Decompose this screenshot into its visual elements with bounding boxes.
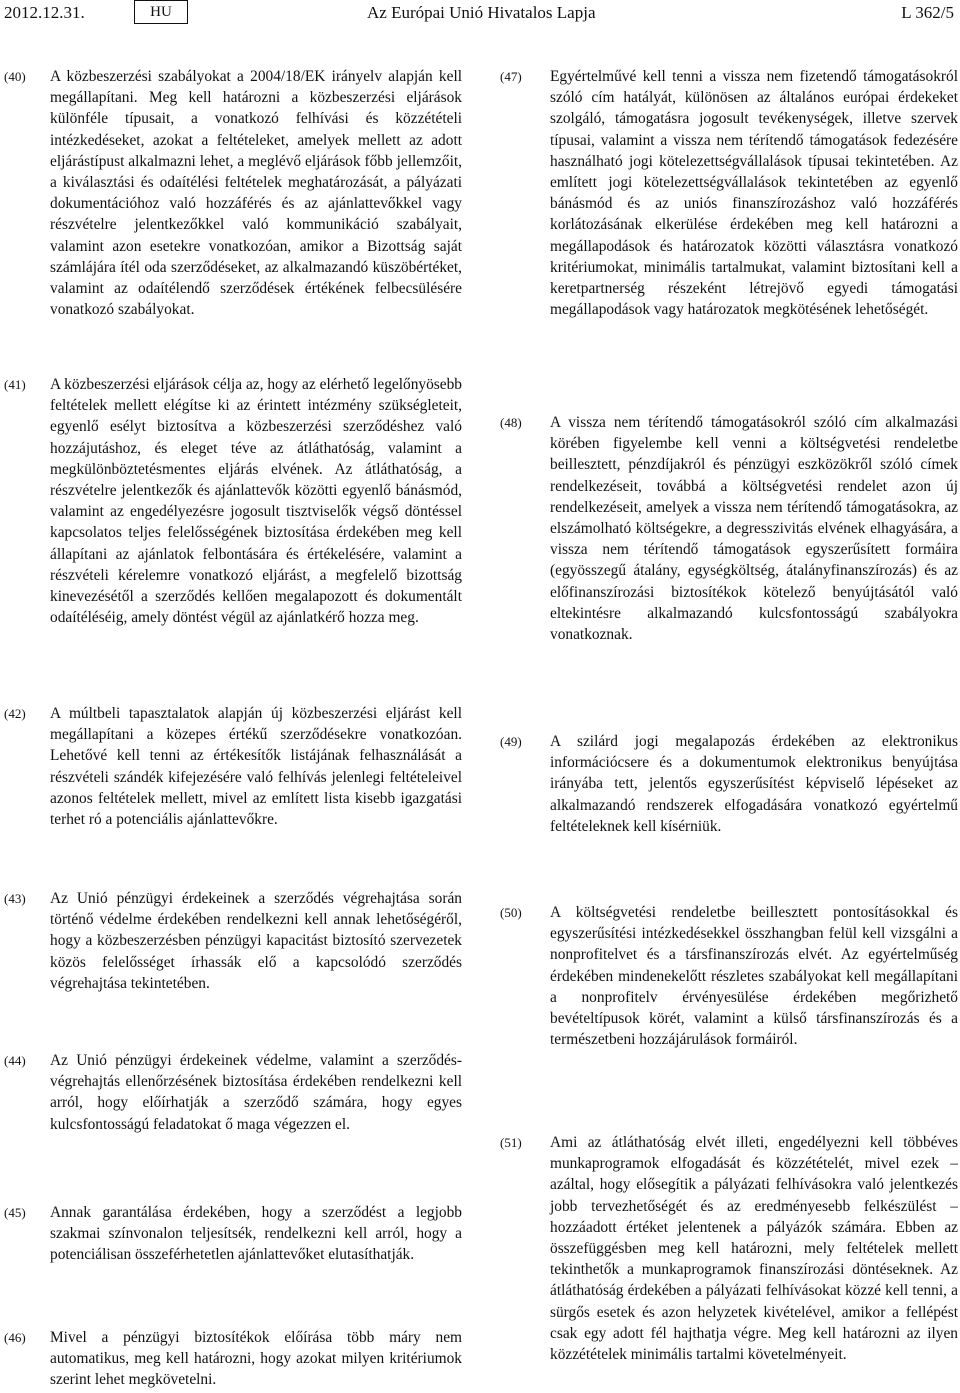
recital-text: A közbeszerzési eljárások célja az, hogy az elérhető legelőnyösebb feltételek mellett elégítse ki az érintett intézmény szükségleteit, egyenlő esélyt biztosítva a közbeszerzési szerződéshez való hozzájutáshoz, és eleget téve az átláthatóság, valamint a megkülönböztetésmentes eljárás elvének. Az átláthatóság, a részvételre jelentkezők és ajánlattevők közötti egyenlő bánásmód, valamint az engedélyezésre jogosult tisztviselők végső döntéssel kapcsolatos teljes felelősségének biztosítása érdekében meg kell állapítani az ajánlatok felbontására és értékelésére, valamint a részvételi kérelemre vonatkozó eljárást, a megfelelő bizottság kinevezésétől a szerződés kellően megalapozott és dokumentált odaítéléséig, amely döntést végül az ajánlatkérő hozza meg. <box>50 376 462 627</box>
recital-number: (50) <box>500 905 522 920</box>
recital-number: (48) <box>500 415 522 430</box>
recital-text: Annak garantálása érdekében, hogy a szerződést a legjobb szakmai színvonalon teljesítsék, rendelkezni kell arról, hogy a potenciálisan összeférhetetlen ajánlattevőket elutasíthatják. <box>50 1204 462 1264</box>
recital-number: (40) <box>4 69 26 84</box>
recital-number: (47) <box>500 69 522 84</box>
recital-number: (43) <box>4 891 26 906</box>
recital-number: (46) <box>4 1330 26 1345</box>
recital-text: A vissza nem térítendő támogatásokról szóló cím alkalmazási körében figyelembe kell venni a költségvetési rendeletbe beillesztett, pénzdíjakról és pénzügyi eszközökről szóló címek rendelkezéseit, továbbá a költségvetési rendelet azon új rendelkezéseit, amelyek a vissza nem térítendő támogatásokra, az elszámolható költségekre, a degresszivitás elvének elhagyására, a vissza nem térítendő támogatások egyszerűsített formáira (egyösszegű átalány, egységköltség, átalányfinanszírozás) és az előfinanszírozási biztosítékok kötelező benyújtásától való eltekintésre alkalmazandó kulcsfontosságú szabályokra vonatkoznak. <box>550 414 958 644</box>
recital-number: (45) <box>4 1205 26 1220</box>
recital-text: A közbeszerzési szabályokat a 2004/18/EK irányelv alapján kell megállapítani. Meg kell határozni a közbeszerzési eljárások különféle típusait, a vonatkozó felhívási és közzétételi intézkedéseket, azokat a feltételeket, amelyek mellett az adott eljárástípust alkalmazni lehet, a meglévő eljárások főbb jellemzőit, a kiválasztási és odaítélési feltételek meghatározását, a pályázati dokumentációhoz való hozzáférés és az ajánlattevőkkel vagy részvételre jelentkezőkkel való kommunikáció szabályait, valamint azon esetekre vonatkozóan, amikor a Bizottság saját számlájára ítél oda szerződéseket, az alkalmazandó küszöbértéket, valamint az odaítélendő szerződések értékének felbecsülésére vonatkozó szabályokat. <box>50 68 462 319</box>
recital-number: (44) <box>4 1053 26 1068</box>
recital-number: (51) <box>500 1135 522 1150</box>
language-code-box: HU <box>134 0 188 24</box>
page-reference: L 362/5 <box>901 3 954 22</box>
recital-number: (49) <box>500 734 522 749</box>
recital-text: Mivel a pénzügyi biztosítékok előírása több máry nem automatikus, meg kell határozni, hogy azokat milyen kritériumok szerint lehet megkövetelni. <box>50 1329 462 1389</box>
recital-text: Az Unió pénzügyi érdekeinek védelme, valamint a szerződés-végrehajtás ellenőrzésének biztosítása érdekében rendelkezni kell arról, hogy előírhatják a szerződő számára, hogy egyes kulcsfontosságú feladatokat ő maga végezzen el. <box>50 1052 462 1133</box>
recital-text: A szilárd jogi megalapozás érdekében az elektronikus információcsere és a dokumentumok elektronikus benyújtása irányába tett, jelentős egyszerűsítést képviselő lépéseket az alkalmazandó rendszerek elfogadására vonatkozó egyértelmű feltételeknek kell kísérniük. <box>550 733 958 835</box>
journal-title: Az Európai Unió Hivatalos Lapja <box>367 3 596 22</box>
publication-date: 2012.12.31. <box>4 3 85 22</box>
recital-text: A múltbeli tapasztalatok alapján új közbeszerzési eljárást kell megállapítani a közepes értékű szerződésekre vonatkozóan. Lehetővé kell tenni az értékesítők listájának felhasználását a részvételi szándék kifejezésére való felhívás jelenlegi feltételeivel azonos feltételek mellett, mivel az említett lista kisebb igazgatási terhet ró a potenciális ajánlattevőkre. <box>50 705 462 829</box>
recital-text: Ami az átláthatóság elvét illeti, engedélyezni kell többéves munkaprogramok elfogadását és közzétételét, mivel ezek – azáltal, hogy elősegítik a pályázati felhívásokra való jelentkezés jobb tervezhetőségét és az eredményesebb felkészülést – hozzáadott értéket jelentenek a pályázók számára. Ebben az összefüggésben meg kell határozni, mely feltételek mellett tekinthetők a munkaprogramok finanszírozási döntéseknek. Az átláthatóság érdekében a pályázati felhívásokat közzé kell tenni, a sürgős esetek és azon helyzetek kivételével, amikor a fellépést csak egy adott fél hajthatja végre. Meg kell határozni az ilyen közzétételek minimális tartalmi követelményeit. <box>550 1134 958 1364</box>
recital-number: (42) <box>4 706 26 721</box>
recital-number: (41) <box>4 377 26 392</box>
recital-text: A költségvetési rendeletbe beillesztett pontosításokkal és egyszerűsítési intézkedésekkel összhangban felül kell vizsgálni a nonprofitelvet és a társfinanszírozás elvét. Az egyértelműség érdekében mindenekelőtt részletes szabályokat kell megállapítani a nonprofitelv érvényesülése érdekében megőrizhető bevételtípusok körét, valamint a külső társfinanszírozás és a természetbeni hozzájárulások formáiról. <box>550 904 958 1049</box>
recital-text: Az Unió pénzügyi érdekeinek a szerződés végrehajtása során történő védelme érdekében rendelkezni kell annak lehetőségéről, hogy a közbeszerzésben pénzügyi kapacitást biztosító szervezetek közös felelősséget írhassák elő a kapcsolódó szerződés végrehajtása tekintetében. <box>50 890 462 992</box>
page-header <box>0 0 960 28</box>
recital-text: Egyértelművé kell tenni a vissza nem fizetendő támogatásokról szóló cím hatályát, különösen az általános európai érdekeket szolgáló, támogatásra jogosult tevékenységek, illetve szervek típusai, valamint a vissza nem térítendő támogatások fedezésére használható jogi kötelezettségvállalások típusai tekintetében. Az említett jogi kötelezettségvállalások tekintetében az egyenlő bánásmód és az uniós finanszírozáshoz való hozzáférés korlátozásának elkerülése érdekében meg kell határozni a megállapodások és határozatok közötti választásra vonatkozó kritériumokat, minimális tartalmukat, valamint biztosítani kell a keretpartnerség részeként létrejövő egyedi támogatási megállapodások vagy határozatok megkötésének lehetőségét. <box>550 68 958 319</box>
